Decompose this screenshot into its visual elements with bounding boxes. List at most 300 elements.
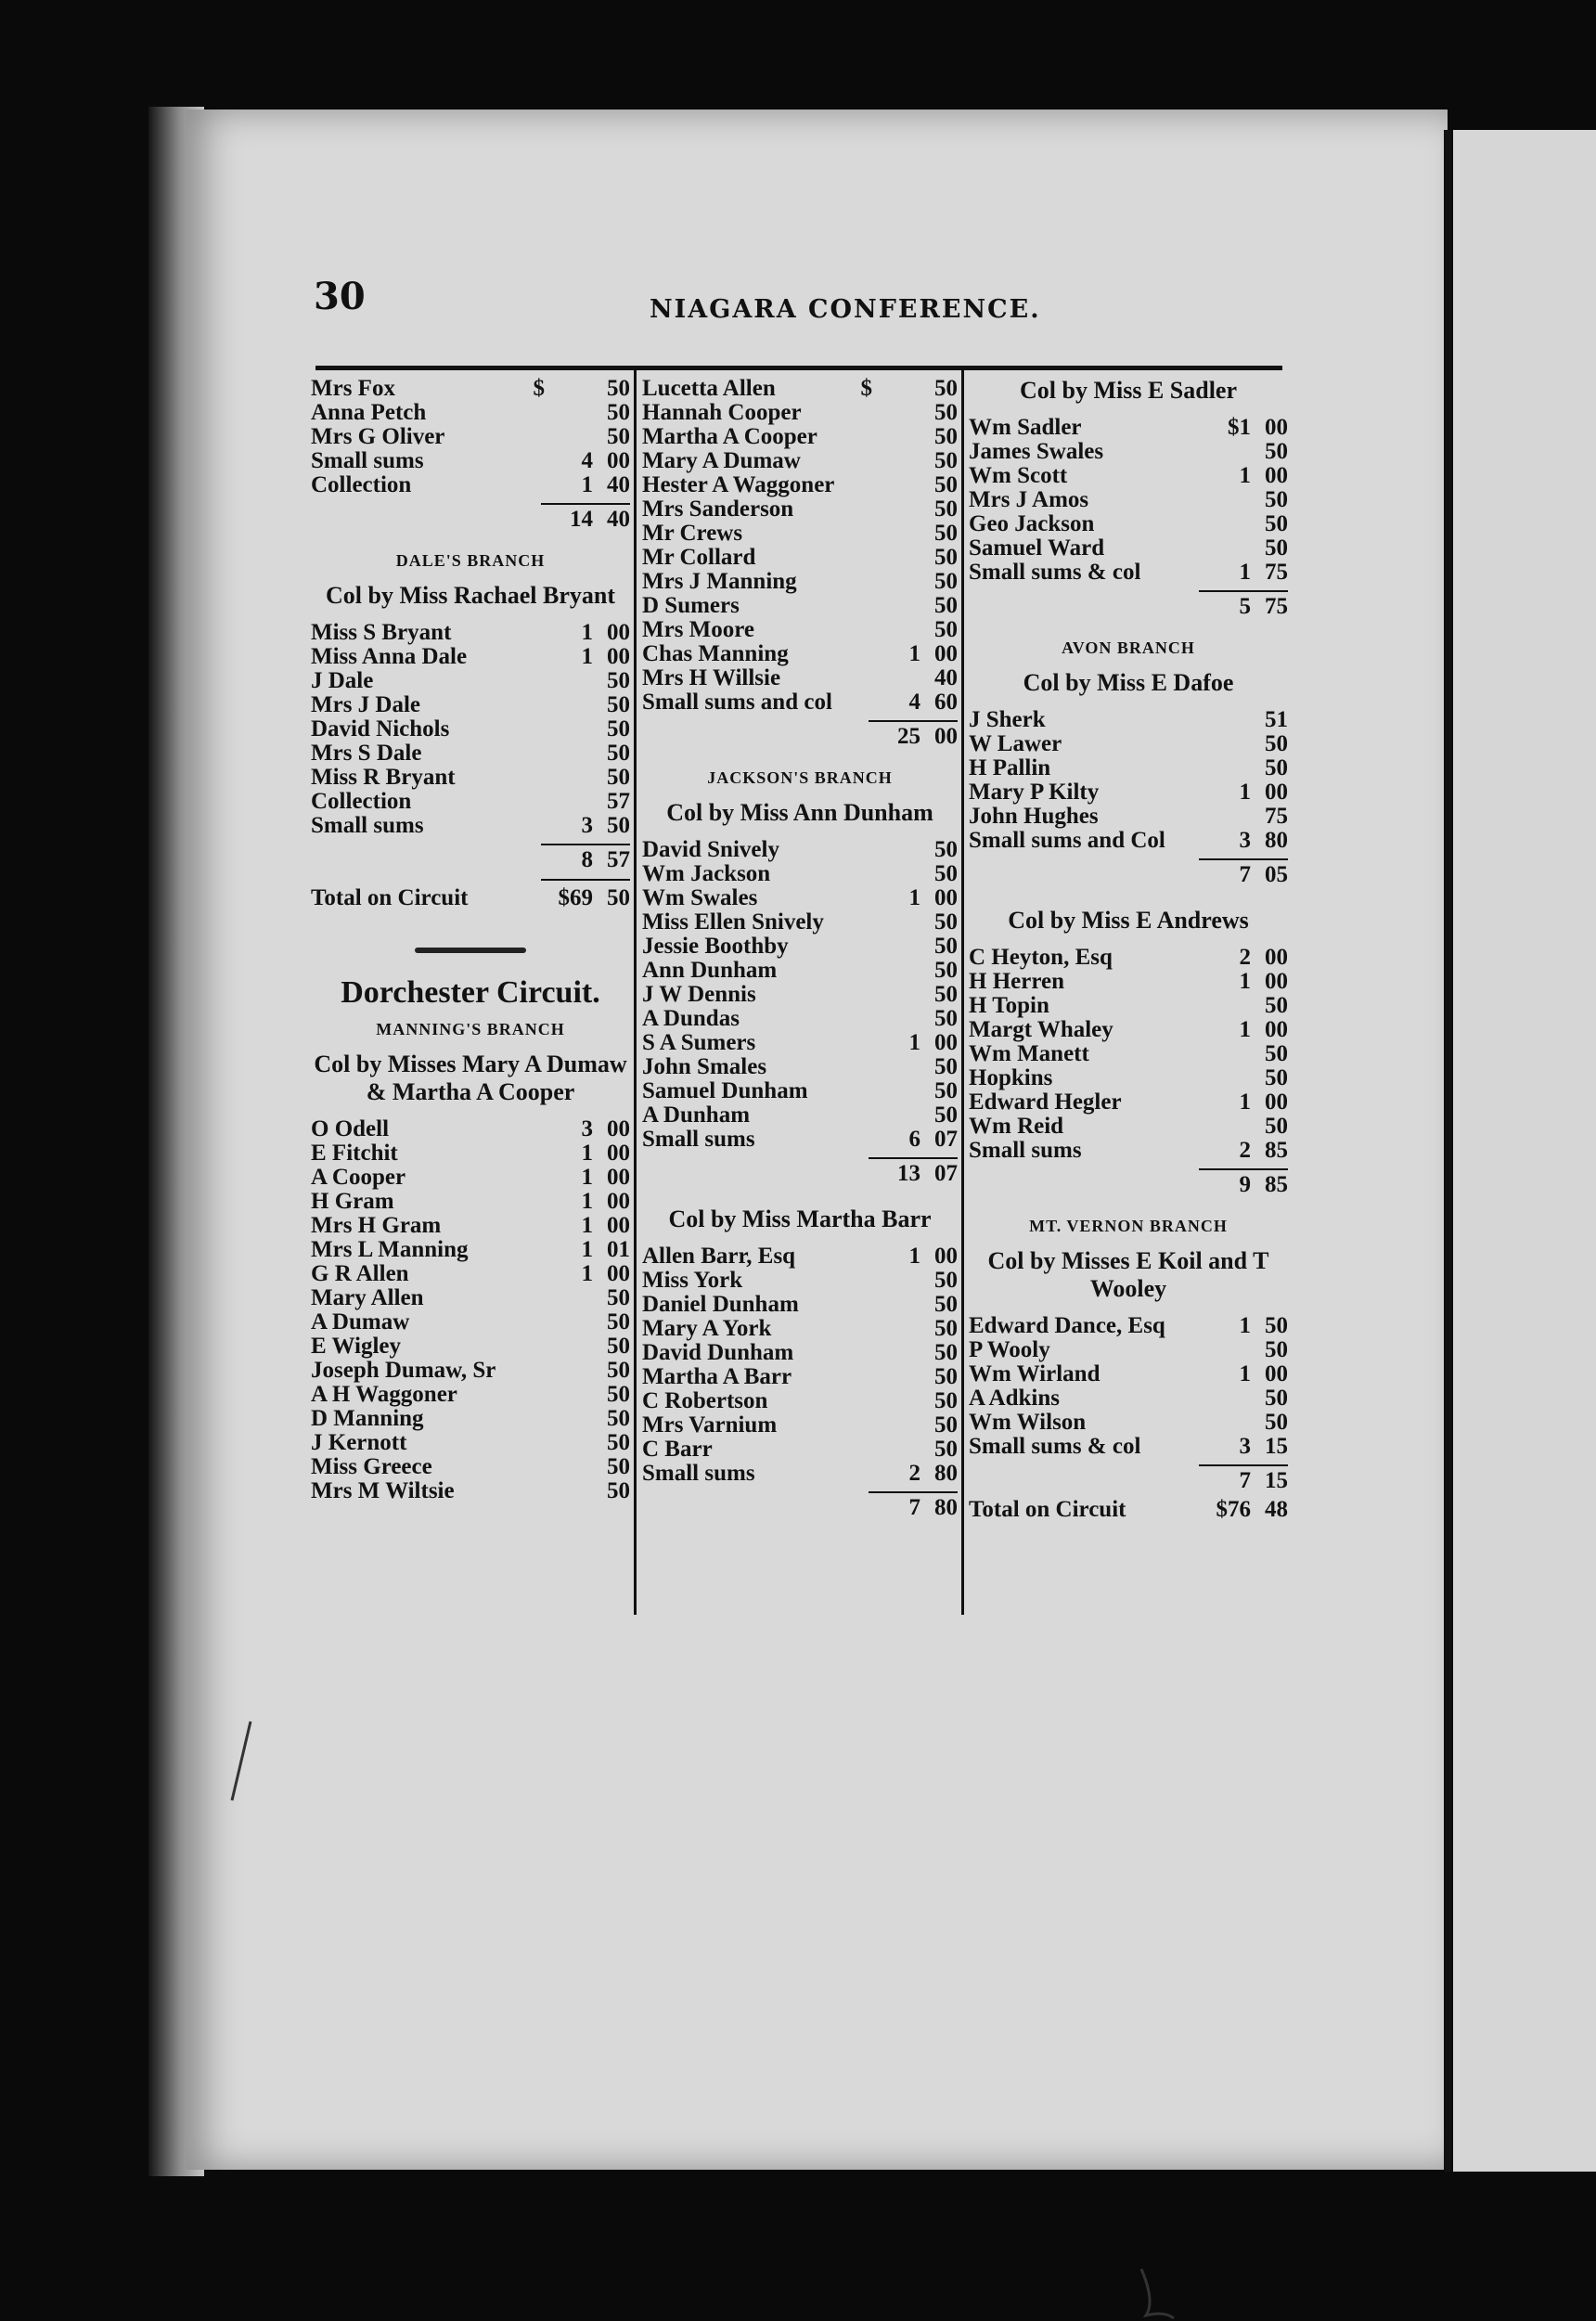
entry-name: Mrs J Amos bbox=[969, 488, 1089, 512]
entry-row bbox=[642, 1293, 958, 1317]
amount-cents: 50 bbox=[934, 837, 958, 862]
entry-name: Anna Petch bbox=[311, 401, 427, 425]
entry-row bbox=[969, 1018, 1288, 1042]
entry-row bbox=[969, 1066, 1288, 1090]
entry-row bbox=[642, 1007, 958, 1031]
entry-row bbox=[642, 449, 958, 473]
entry-row bbox=[311, 1335, 630, 1359]
amount-cents: 50 bbox=[934, 1316, 958, 1341]
amount-cents: 50 bbox=[1265, 511, 1288, 536]
entry-name: Wm Scott bbox=[969, 464, 1068, 488]
entry-name: Mary A York bbox=[642, 1317, 772, 1341]
subtotal: 7 80 bbox=[908, 1495, 958, 1520]
entry-name: Small sums bbox=[642, 1462, 755, 1486]
entry-name: Mrs M Wiltsie bbox=[311, 1479, 455, 1503]
amount-dollars: 1 bbox=[581, 620, 593, 645]
entry-row bbox=[311, 645, 630, 669]
entry-row bbox=[311, 401, 630, 425]
amount-cents: 00 bbox=[1265, 1361, 1288, 1386]
entry-row bbox=[969, 1139, 1288, 1163]
entry-row bbox=[969, 1115, 1288, 1139]
amount-cents: 75 bbox=[1265, 804, 1288, 829]
entry-row bbox=[969, 805, 1288, 829]
entry-name: Mrs H Willsie bbox=[642, 666, 781, 690]
amount-cents: 50 bbox=[1265, 439, 1288, 464]
entry-name: A Dunham bbox=[642, 1103, 751, 1128]
amount-dollars: 1 bbox=[1239, 463, 1251, 488]
entry-row bbox=[311, 1407, 630, 1431]
entry-row bbox=[642, 1438, 958, 1462]
entry-name: W Lawer bbox=[969, 732, 1062, 756]
entry-row bbox=[311, 449, 630, 473]
entry-row bbox=[642, 1055, 958, 1079]
entry-name: Wm Manett bbox=[969, 1042, 1089, 1066]
entry-row bbox=[969, 732, 1288, 756]
amount-cents: 50 bbox=[607, 1382, 630, 1407]
amount-cents: 00 bbox=[1265, 1017, 1288, 1042]
entry-name: Daniel Dunham bbox=[642, 1293, 799, 1317]
entry-name: Edward Hegler bbox=[969, 1090, 1122, 1115]
subtotal: 5 75 bbox=[1239, 594, 1288, 619]
amount-cents: 50 bbox=[607, 741, 630, 766]
amount-dollars: 1 bbox=[1239, 1361, 1251, 1386]
entry-name: Samuel Dunham bbox=[642, 1079, 808, 1103]
entry-row bbox=[642, 473, 958, 497]
entry-row bbox=[969, 536, 1288, 561]
amount-cents: 50 bbox=[607, 376, 630, 401]
amount-dollars: 1 bbox=[1239, 1090, 1251, 1115]
amount-cents: 50 bbox=[607, 1430, 630, 1455]
entry-row bbox=[642, 401, 958, 425]
entry-row bbox=[969, 512, 1288, 536]
entry-row bbox=[311, 377, 630, 401]
column-divider bbox=[961, 369, 964, 1615]
entry-name: Mrs Fox bbox=[311, 377, 395, 401]
amount-cents: 00 bbox=[607, 448, 630, 473]
entry-row bbox=[642, 546, 958, 570]
entry-row bbox=[642, 522, 958, 546]
entry-row bbox=[311, 1286, 630, 1310]
entry-name: Lucetta Allen bbox=[642, 377, 776, 401]
entry-name: Samuel Ward bbox=[969, 536, 1105, 561]
amount-dollars: 1 bbox=[581, 1213, 593, 1238]
entry-row bbox=[969, 946, 1288, 970]
amount-dollars: 1 bbox=[581, 1237, 593, 1262]
amount-cents: 07 bbox=[934, 1127, 958, 1152]
entry-row bbox=[642, 1128, 958, 1152]
entry-row bbox=[642, 1079, 958, 1103]
entry-name: Wm Swales bbox=[642, 886, 758, 910]
entry-list bbox=[311, 621, 630, 838]
entry-list bbox=[969, 946, 1288, 1163]
entry-list bbox=[969, 1314, 1288, 1459]
entry-row bbox=[642, 1103, 958, 1128]
entry-name: Chas Manning bbox=[642, 642, 789, 666]
collector-line: Col by Misses E Koil and T Wooley bbox=[987, 1247, 1269, 1302]
pencil-mark bbox=[223, 1717, 260, 1810]
collector-line: Col by Miss Rachael Bryant bbox=[326, 582, 615, 609]
entry-row bbox=[642, 1244, 958, 1269]
entry-row bbox=[642, 838, 958, 862]
entry-name: Wm Wilson bbox=[969, 1411, 1087, 1435]
entry-name: Miss Ellen Snively bbox=[642, 910, 824, 935]
entry-row bbox=[642, 862, 958, 886]
amount-dollars: 1 bbox=[908, 1030, 920, 1055]
amount-cents: 50 bbox=[934, 376, 958, 401]
entry-row bbox=[311, 1166, 630, 1190]
entry-row bbox=[969, 464, 1288, 488]
amount-cents: 50 bbox=[934, 496, 958, 522]
amount-cents: 50 bbox=[1265, 993, 1288, 1018]
amount-dollars: 1 bbox=[908, 885, 920, 910]
amount-cents: 00 bbox=[1265, 945, 1288, 970]
entry-name: Mrs H Gram bbox=[311, 1214, 442, 1238]
entry-name: Small sums bbox=[969, 1139, 1082, 1163]
amount-cents: 50 bbox=[934, 1292, 958, 1317]
entry-row bbox=[642, 1462, 958, 1486]
amount-cents: 50 bbox=[607, 668, 630, 693]
entry-name: Mrs Varnium bbox=[642, 1413, 778, 1438]
entry-row bbox=[311, 1479, 630, 1503]
sum-rule bbox=[1199, 858, 1288, 860]
amount-dollars: 2 bbox=[1239, 945, 1251, 970]
entry-name: H Topin bbox=[969, 994, 1049, 1018]
entry-name: Miss Anna Dale bbox=[311, 645, 468, 669]
entry-name: Hester A Waggoner bbox=[642, 473, 835, 497]
entry-row bbox=[311, 790, 630, 814]
entry-row bbox=[311, 766, 630, 790]
entry-name: A Adkins bbox=[969, 1386, 1060, 1411]
amount-cents: 75 bbox=[1265, 560, 1288, 585]
entry-row bbox=[311, 1238, 630, 1262]
amount-dollars: 1 bbox=[1239, 969, 1251, 994]
collector-line: Col by Miss E Dafoe bbox=[1023, 669, 1234, 696]
entry-list bbox=[969, 708, 1288, 853]
entry-name: E Wigley bbox=[311, 1335, 402, 1359]
entry-name: Collection bbox=[311, 790, 412, 814]
entry-row bbox=[642, 497, 958, 522]
entry-name: Wm Sadler bbox=[969, 416, 1082, 440]
entry-name: J Dale bbox=[311, 669, 374, 693]
entry-name: Joseph Dumaw, Sr bbox=[311, 1359, 496, 1383]
entry-row bbox=[642, 1341, 958, 1365]
amount-cents: 00 bbox=[607, 644, 630, 669]
facing-page-edge bbox=[1453, 130, 1596, 2172]
amount-cents: 50 bbox=[607, 1454, 630, 1479]
amount-cents: 50 bbox=[934, 934, 958, 959]
entry-row bbox=[311, 425, 630, 449]
amount-dollars: 1 bbox=[581, 1141, 593, 1166]
collector-line: Col by Miss Martha Barr bbox=[668, 1206, 932, 1232]
branch-heading: DALE'S BRANCH bbox=[395, 551, 546, 570]
sum-rule bbox=[1199, 1168, 1288, 1170]
branch-heading: MANNING'S BRANCH bbox=[376, 1020, 565, 1038]
amount-cents: 50 bbox=[1265, 535, 1288, 561]
amount-dollars: 1 bbox=[908, 1244, 920, 1269]
entry-name: David Nichols bbox=[311, 717, 450, 741]
entry-row bbox=[969, 756, 1288, 780]
entry-name: Ann Dunham bbox=[642, 959, 778, 983]
amount-cents: 00 bbox=[607, 620, 630, 645]
entry-name: Mrs Moore bbox=[642, 618, 755, 642]
entry-name: Hopkins bbox=[969, 1066, 1053, 1090]
pencil-scribble bbox=[1137, 2264, 1192, 2320]
running-head: NIAGARA CONFERENCE. bbox=[650, 295, 1041, 324]
entry-name: Wm Reid bbox=[969, 1115, 1064, 1139]
amount-cents: 50 bbox=[1265, 731, 1288, 756]
amount-cents: 50 bbox=[607, 716, 630, 741]
currency-sign: $ bbox=[860, 376, 872, 401]
amount-cents: 50 bbox=[934, 958, 958, 983]
amount-cents: 40 bbox=[934, 665, 958, 690]
entry-row bbox=[311, 473, 630, 497]
entry-row bbox=[311, 1214, 630, 1238]
amount-cents: 50 bbox=[934, 1412, 958, 1438]
entry-name: John Smales bbox=[642, 1055, 767, 1079]
subtotal: 13 07 bbox=[897, 1161, 958, 1186]
amount-dollars: 1 bbox=[581, 1189, 593, 1214]
amount-dollars: 1 bbox=[581, 1165, 593, 1190]
entry-name: A H Waggoner bbox=[311, 1383, 457, 1407]
amount-cents: 50 bbox=[934, 1437, 958, 1462]
amount-cents: 15 bbox=[1265, 1434, 1288, 1459]
entry-row bbox=[311, 814, 630, 838]
ornament-rule bbox=[415, 948, 526, 953]
amount-cents: 50 bbox=[934, 593, 958, 618]
amount-cents: 50 bbox=[934, 424, 958, 449]
entry-list bbox=[642, 1244, 958, 1486]
sum-rule bbox=[1199, 1464, 1288, 1466]
entry-name: Miss Greece bbox=[311, 1455, 432, 1479]
amount-dollars: 4 bbox=[581, 448, 593, 473]
entry-row bbox=[311, 669, 630, 693]
entry-name: J Kernott bbox=[311, 1431, 407, 1455]
entry-row bbox=[642, 1317, 958, 1341]
circuit-total: Total on Circuit $76 48 bbox=[969, 1497, 1288, 1522]
amount-cents: 50 bbox=[934, 1364, 958, 1389]
amount-cents: 00 bbox=[607, 1165, 630, 1190]
amount-cents: 50 bbox=[934, 617, 958, 642]
entry-row bbox=[311, 1190, 630, 1214]
entry-row bbox=[311, 1141, 630, 1166]
amount-dollars: 3 bbox=[581, 813, 593, 838]
entry-row bbox=[969, 561, 1288, 585]
entry-name: D Sumers bbox=[642, 594, 740, 618]
amount-cents: 50 bbox=[607, 1334, 630, 1359]
entry-row bbox=[642, 1031, 958, 1055]
entry-list bbox=[311, 377, 630, 497]
amount-dollars: 1 bbox=[908, 641, 920, 666]
amount-dollars: 3 bbox=[581, 1116, 593, 1141]
entry-name: E Fitchit bbox=[311, 1141, 398, 1166]
entry-row bbox=[311, 1310, 630, 1335]
amount-cents: 50 bbox=[934, 1006, 958, 1031]
entry-row bbox=[311, 741, 630, 766]
amount-cents: 00 bbox=[934, 641, 958, 666]
entry-row bbox=[642, 1269, 958, 1293]
entry-name: Mary A Dumaw bbox=[642, 449, 801, 473]
entry-name: Mrs J Dale bbox=[311, 693, 421, 717]
entry-name: Miss S Bryant bbox=[311, 621, 452, 645]
amount-cents: 00 bbox=[1265, 1090, 1288, 1115]
entry-row bbox=[642, 1389, 958, 1413]
amount-cents: 50 bbox=[1265, 1041, 1288, 1066]
entry-name: John Hughes bbox=[969, 805, 1099, 829]
amount-cents: 00 bbox=[934, 1244, 958, 1269]
entry-name: G R Allen bbox=[311, 1262, 409, 1286]
entry-name: C Robertson bbox=[642, 1389, 768, 1413]
entry-name: H Pallin bbox=[969, 756, 1051, 780]
entry-name: Small sums & col bbox=[969, 561, 1141, 585]
amount-dollars: 1 bbox=[1239, 1313, 1251, 1338]
entry-row bbox=[969, 488, 1288, 512]
entry-row bbox=[969, 1411, 1288, 1435]
entry-row bbox=[642, 983, 958, 1007]
entry-row bbox=[969, 1090, 1288, 1115]
entry-row bbox=[969, 1435, 1288, 1459]
entry-name: Small sums and col bbox=[642, 690, 832, 715]
collector-line: Col by Misses Mary A Dumaw & Martha A Cooper bbox=[314, 1051, 627, 1105]
entry-name: Collection bbox=[311, 473, 412, 497]
page-gutter bbox=[1444, 130, 1451, 2172]
amount-cents: 50 bbox=[607, 1358, 630, 1383]
amount-dollars: 2 bbox=[908, 1461, 920, 1486]
entry-name: Mr Collard bbox=[642, 546, 756, 570]
entry-row bbox=[969, 829, 1288, 853]
entry-list bbox=[642, 838, 958, 1152]
entry-row bbox=[642, 570, 958, 594]
entry-name: P Wooly bbox=[969, 1338, 1050, 1362]
amount-dollars: 1 bbox=[1239, 780, 1251, 805]
entry-row bbox=[642, 959, 958, 983]
currency-sign: $ bbox=[533, 376, 545, 401]
column-3 bbox=[969, 377, 1288, 1522]
amount-cents: 50 bbox=[1265, 1313, 1288, 1338]
entry-name: H Herren bbox=[969, 970, 1064, 994]
amount-cents: 00 bbox=[1265, 780, 1288, 805]
entry-name: Small sums & col bbox=[969, 1435, 1141, 1459]
entry-name: O Odell bbox=[311, 1117, 390, 1141]
subtotal: 14 40 bbox=[570, 507, 630, 532]
amount-cents: 40 bbox=[607, 472, 630, 497]
column-1 bbox=[311, 377, 630, 1503]
page-number: 30 bbox=[314, 275, 366, 318]
entry-name: J Sherk bbox=[969, 708, 1046, 732]
entry-row bbox=[969, 994, 1288, 1018]
entry-name: A Dumaw bbox=[311, 1310, 410, 1335]
subtotal: 25 00 bbox=[897, 724, 958, 749]
entry-row bbox=[969, 970, 1288, 994]
amount-cents: 50 bbox=[1265, 1337, 1288, 1362]
entry-name: Mrs J Manning bbox=[642, 570, 797, 594]
sum-rule bbox=[869, 1491, 958, 1493]
amount-dollars: 1 bbox=[581, 644, 593, 669]
entry-name: J W Dennis bbox=[642, 983, 756, 1007]
collector-line: Col by Miss Ann Dunham bbox=[666, 799, 933, 826]
amount-cents: 50 bbox=[607, 692, 630, 717]
amount-cents: 50 bbox=[934, 545, 958, 570]
amount-dollars: 2 bbox=[1239, 1138, 1251, 1163]
sum-rule bbox=[1199, 590, 1288, 592]
amount-dollars: 3 bbox=[1239, 828, 1251, 853]
sum-rule bbox=[541, 503, 630, 505]
subtotal: 7 15 bbox=[1239, 1468, 1288, 1493]
sum-rule bbox=[869, 1157, 958, 1159]
entry-name: Miss York bbox=[642, 1269, 743, 1293]
entry-name: Mrs S Dale bbox=[311, 741, 422, 766]
amount-cents: 50 bbox=[1265, 1410, 1288, 1435]
amount-cents: 50 bbox=[934, 472, 958, 497]
sum-rule bbox=[541, 879, 630, 881]
amount-cents: 50 bbox=[934, 1340, 958, 1365]
amount-cents: 50 bbox=[1265, 1065, 1288, 1090]
entry-name: David Dunham bbox=[642, 1341, 794, 1365]
amount-cents: 50 bbox=[1265, 487, 1288, 512]
entry-row bbox=[642, 594, 958, 618]
entry-row bbox=[311, 621, 630, 645]
entry-row bbox=[969, 416, 1288, 440]
amount-dollars: 6 bbox=[908, 1127, 920, 1152]
entry-list bbox=[969, 416, 1288, 585]
amount-cents: 50 bbox=[934, 1268, 958, 1293]
entry-name: Margt Whaley bbox=[969, 1018, 1113, 1042]
amount-cents: 50 bbox=[934, 400, 958, 425]
entry-name: James Swales bbox=[969, 440, 1104, 464]
entry-row bbox=[969, 1338, 1288, 1362]
entry-row bbox=[642, 1413, 958, 1438]
amount-cents: 50 bbox=[607, 765, 630, 790]
entry-row bbox=[969, 1386, 1288, 1411]
subtotal: 9 85 bbox=[1239, 1172, 1288, 1197]
entry-row bbox=[311, 717, 630, 741]
entry-row bbox=[311, 1117, 630, 1141]
entry-name: Hannah Cooper bbox=[642, 401, 802, 425]
column-2 bbox=[642, 377, 958, 1521]
entry-name: Mary P Kilty bbox=[969, 780, 1100, 805]
entry-row bbox=[642, 690, 958, 715]
entry-name: Mrs L Manning bbox=[311, 1238, 469, 1262]
entry-row bbox=[311, 693, 630, 717]
amount-cents: 00 bbox=[607, 1213, 630, 1238]
entry-name: Wm Jackson bbox=[642, 862, 771, 886]
entry-name: Miss R Bryant bbox=[311, 766, 456, 790]
entry-row bbox=[311, 1431, 630, 1455]
branch-heading: MT. VERNON BRANCH bbox=[1029, 1217, 1228, 1235]
entry-name: Small sums bbox=[311, 814, 424, 838]
amount-cents: 00 bbox=[1265, 415, 1288, 440]
entry-row bbox=[311, 1455, 630, 1479]
entry-name: Small sums and Col bbox=[969, 829, 1165, 853]
entry-row bbox=[642, 425, 958, 449]
amount-dollars: 1 bbox=[1239, 1017, 1251, 1042]
amount-cents: 60 bbox=[934, 690, 958, 715]
entry-name: Edward Dance, Esq bbox=[969, 1314, 1165, 1338]
entry-list bbox=[642, 377, 958, 715]
amount-cents: 50 bbox=[934, 861, 958, 886]
entry-row bbox=[311, 1262, 630, 1286]
amount-cents: 00 bbox=[607, 1189, 630, 1214]
entry-name: C Heyton, Esq bbox=[969, 946, 1113, 970]
entry-name: Jessie Boothby bbox=[642, 935, 789, 959]
amount-dollars: 1 bbox=[581, 1261, 593, 1286]
amount-cents: 80 bbox=[934, 1461, 958, 1486]
amount-cents: 80 bbox=[1265, 828, 1288, 853]
amount-cents: 00 bbox=[934, 885, 958, 910]
entry-name: Geo Jackson bbox=[969, 512, 1095, 536]
amount-cents: 50 bbox=[934, 1388, 958, 1413]
entry-name: Small sums bbox=[642, 1128, 755, 1152]
entry-list bbox=[311, 1117, 630, 1503]
